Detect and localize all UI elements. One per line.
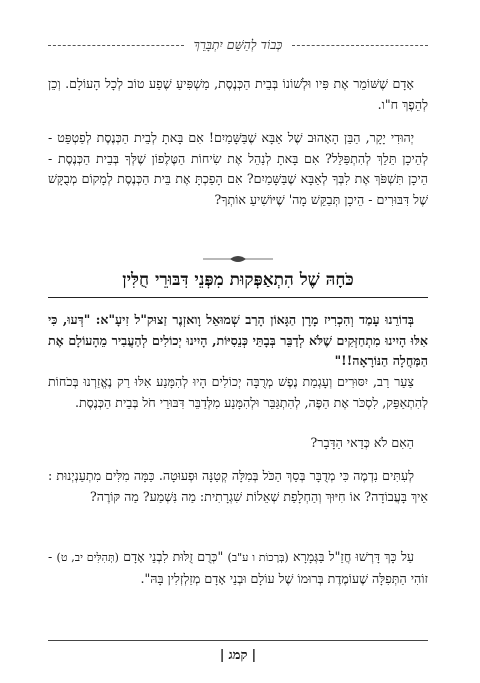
section-title-underline [48, 297, 428, 298]
paragraph-2: יְהוּדִי יָקָר, הַבֵּן הָאָהוּב שֶׁל אַבָּא שֶׁבַּשָּׁמַיִם! אִם בָּאתָ לְבֵית הַכְּנֶסֶת לְפַטְפֵּט - לְהֵיכָן תֵּלֵךְ לְהִתְפַּלֵּל? אִם בָּאתָ לְנַהֵל אֶת שִׂיחוֹת הַטֶּלֶפוֹן שֶׁלְּךָ בְּבֵית הַכְּנֶסֶת - הֵיכָן תִּשְׁפֹּךְ אֶת לִבְּךָ לְאַבָּא שֶׁבַּשָּׁמַיִם? אִם הָפַכְתָּ אֶת בֵּית הַכְּנֶסֶת לְמָקוֹם מְבֻקָּשׁ שֶׁל דִּבּוּרִים - הֵיכָן תְּבַקֵּשׁ מָה' שֶׁיּוֹשִׁיעַ אוֹתְךָ? [48, 130, 428, 207]
section-divider-ornament [48, 253, 428, 265]
section-paragraph-2: לְעִתִּים נִדְמֶה כִּי מְדֻבָּר בְּסַךְ הַכֹּל בְּמִלָּה קְטַנָּה וּפְעוּטָה. כַּמָּה מִלִּים מִתְעַנְיְנוּת : אֵיךְ בָּעֲבוֹדָה? אוֹ חִיּוּךְ וְהַחְלָפַת שְׁאֵלוֹת שִׁגְרָתִית: מַה נִּשְׁמַע? מַה קּוֹרֶה? [48, 468, 428, 504]
running-header [48, 36, 428, 54]
page-number-label: קמג [228, 648, 248, 663]
section-paragraph-3 [48, 547, 428, 589]
page-number-pipe-left: | [219, 648, 225, 663]
paragraph-3-middle: "כְּרֻם זֻלּוּת לִבְנֵי אָדָם [118, 549, 228, 564]
section-paragraph-1: צַעַר רַב, יִסּוּרִים וְעָגְמַת נֶפֶשׁ מְרֻבָּה יְכוֹלִים הָיוּ לְהִמָּנַע אִלּוּ רַק נֶאֱזַרְנוּ בְּכֹחוֹת לְהִתְאַפֵּק, לִסְכֹּר אֶת הַפֶּה, לְהִתְגַּבֵּר וּלְהִמָּנַע מִלְּדַבֵּר דִּבּוּרֵי חֹל בְּבֵית הַכְּנֶסֶת. [48, 374, 428, 410]
header-rule-left [48, 45, 184, 46]
running-header-title: כְּבוֹד לְהַשֵּׁם יִתְבָּרֵךְ [193, 37, 283, 52]
source-reference-psalms: (תְּהִלִּים יב, ט) [56, 551, 119, 564]
source-reference-talmud: (בְּרָכוֹת ו ע"ב) [227, 551, 289, 564]
section-quote: בְּדוֹרֵנוּ עָמַד וְהִכְרִיז מָרָן הַגָּאוֹן הָרַב שְׁמוּאֵל וָואזְנֶר זַצוּק"ל זִיעָ"א: "דְּעוּ, כִּי אִלּוּ הָיִינוּ מִתְחַזְּקִים שֶׁלֹּא לְדַבֵּר בְּבָתֵּי כְּנֵסִיּוֹת, הָיִינוּ יְכוֹלִים לְהַעֲבִיר מֵהָעוֹלָם אֶת הַמַּחֲלָה הַנּוֹרָאָה!!" [48, 312, 428, 368]
section-question: הַאִם לֹא כְּדַאי הַדָּבָר? [310, 435, 414, 450]
header-rule-right [292, 45, 428, 46]
page-number-pipe-right: | [251, 648, 257, 663]
footer-rule [48, 640, 428, 641]
document-page [48, 0, 428, 683]
paragraph-1: אָדָם שֶׁשּׁוֹמֵר אֶת פִּיו וּלְשׁוֹנוֹ בְּבֵית הַכְּנֶסֶת, מַשְׁפִּיעַ שֶׁפַע טוֹב לְכָל הָעוֹלָם. וְכֵן לְהֵפֶךְ ח"ו. [48, 76, 428, 112]
ornament-icon [203, 254, 273, 264]
paragraph-3-end: - זוֹהִי הַתְּפִלָּה שֶׁעוֹמֶדֶת בְּרוּמוֹ שֶׁל עוֹלָם וּבְנֵי אָדָם מְזַלְזְלִין בָּהּ". [48, 549, 428, 586]
section-title: כֹּחָהּ שֶׁל הִתְאַפְּקוּת מִפְּנֵי דִּבּוּרֵי חֻלִּין [122, 270, 354, 290]
paragraph-3-start: עַל כָּךְ דָּרְשׁוּ חֲזַ"ל בַּגְּמָרָא [288, 549, 414, 564]
page-number [48, 647, 428, 663]
